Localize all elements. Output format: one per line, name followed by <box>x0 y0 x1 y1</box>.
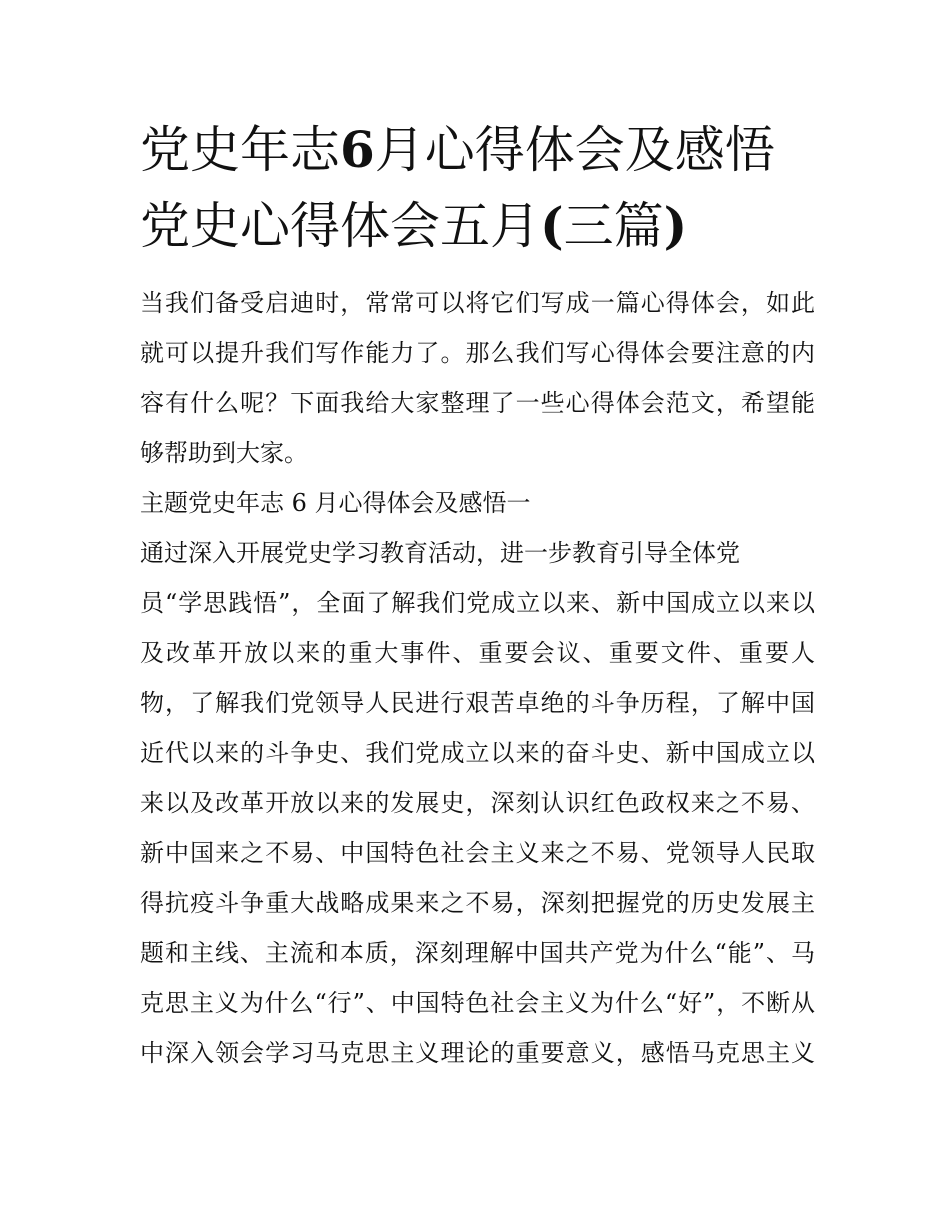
text-line: 就可以提升我们写作能力了。那么我们写心得体会要注意的内 <box>140 339 815 367</box>
title-text: 党史心得体会五月 <box>140 197 540 255</box>
title-line-2 <box>140 188 815 264</box>
title-text: 月心得体会及感悟 <box>374 121 775 179</box>
title-paren: ) <box>663 196 688 255</box>
section-heading: 主题党史年志 6 月心得体会及感悟一 <box>140 489 531 517</box>
title-line-1 <box>140 112 815 188</box>
document-page <box>140 112 815 1078</box>
title-number: 6 <box>340 120 375 179</box>
text-line: 及改革开放以来的重大事件、重要会议、重要文件、重要人 <box>140 639 815 667</box>
text-line: 员“学思践悟”，全面了解我们党成立以来、新中国成立以来以 <box>140 589 815 617</box>
text-line: 得抗疫斗争重大战略成果来之不易，深刻把握党的历史发展主 <box>140 889 815 917</box>
title-text: 三篇 <box>563 197 664 255</box>
title-paren: ( <box>540 196 564 255</box>
text-line: 物，了解我们党领导人民进行艰苦卓绝的斗争历程，了解中国 <box>140 689 815 717</box>
title-text: 党史年志 <box>140 121 340 179</box>
text-line: 容有什么呢？下面我给大家整理了一些心得体会范文，希望能 <box>140 389 815 417</box>
text-line: 来以及改革开放以来的发展史，深刻认识红色政权来之不易、 <box>140 789 815 817</box>
text-line: 新中国来之不易、中国特色社会主义来之不易、党领导人民取 <box>140 839 815 867</box>
document-title <box>140 112 815 264</box>
body-paragraph <box>140 528 815 1078</box>
text-line: 通过深入开展党史学习教育活动，进一步教育引导全体党 <box>140 539 740 567</box>
intro-paragraph <box>140 278 815 478</box>
text-line: 够帮助到大家。 <box>140 439 308 467</box>
text-line: 近代以来的斗争史、我们党成立以来的奋斗史、新中国成立以 <box>140 739 815 767</box>
text-line: 克思主义为什么“行”、中国特色社会主义为什么“好”，不断从 <box>140 989 815 1017</box>
text-line: 当我们备受启迪时，常常可以将它们写成一篇心得体会，如此 <box>140 289 815 317</box>
text-line: 题和主线、主流和本质，深刻理解中国共产党为什么“能”、马 <box>140 939 815 967</box>
text-line: 中深入领会学习马克思主义理论的重要意义，感悟马克思主义 <box>140 1039 815 1067</box>
